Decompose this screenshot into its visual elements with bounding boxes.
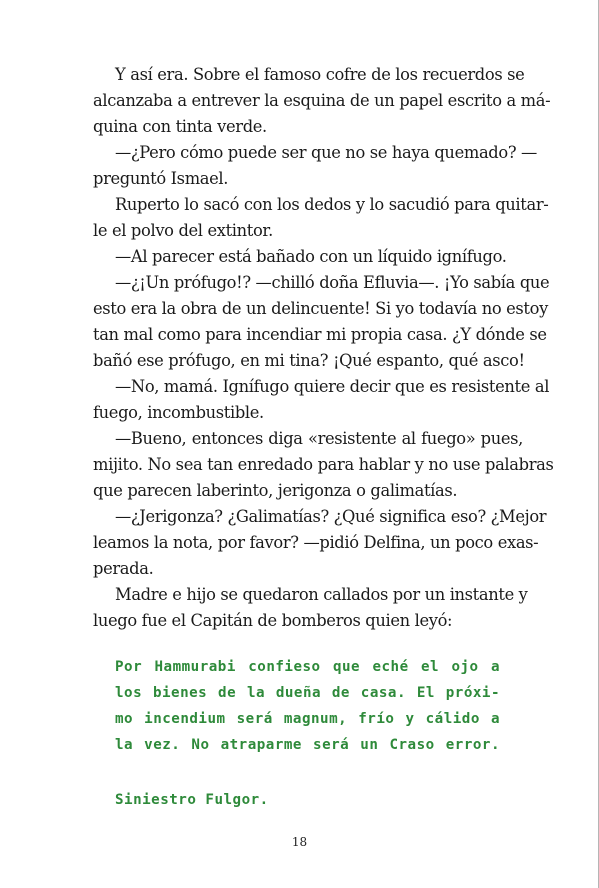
text-line: fuego, incombustible. bbox=[93, 403, 264, 422]
text-line: Y así era. Sobre el famoso cofre de los recuerdos se bbox=[115, 65, 525, 84]
text-line: le el polvo del extintor. bbox=[93, 221, 273, 240]
text-line: tan mal como para incendiar mi propia casa. ¿Y dónde se bbox=[93, 325, 547, 344]
text-line: mijito. No sea tan enredado para hablar y no use palabras bbox=[93, 455, 554, 474]
text-line: quina con tinta verde. bbox=[93, 117, 267, 136]
note-line: mo incendium será magnum, frío y cálido a bbox=[115, 711, 500, 727]
note-line: Por Hammurabi confieso que eché el ojo a bbox=[115, 659, 500, 675]
note-line: la vez. No atraparme será un Craso error. bbox=[115, 737, 500, 753]
note-line: los bienes de la dueña de casa. El próxi- bbox=[115, 685, 500, 701]
note-signature: Siniestro Fulgor. bbox=[115, 792, 269, 808]
text-line: esto era la obra de un delincuente! Si yo todavía no estoy bbox=[93, 299, 548, 318]
text-line: preguntó Ismael. bbox=[93, 169, 229, 188]
text-line: —Al parecer está bañado con un líquido ignífugo. bbox=[115, 247, 507, 266]
text-line: Ruperto lo sacó con los dedos y lo sacudió para quitar- bbox=[115, 195, 549, 214]
text-line: alcanzaba a entrever la esquina de un papel escrito a má- bbox=[93, 91, 551, 110]
text-line: Madre e hijo se quedaron callados por un instante y bbox=[115, 585, 528, 604]
text-line: —Bueno, entonces diga «resistente al fuego» pues, bbox=[115, 429, 523, 448]
text-line: —¿¡Un prófugo!? —chilló doña Efluvia—. ¡Yo sabía que bbox=[115, 273, 550, 292]
text-line: que parecen laberinto, jerigonza o galimatías. bbox=[93, 481, 458, 500]
text-line: —No, mamá. Ignífugo quiere decir que es resistente al bbox=[115, 377, 550, 396]
text-line: perada. bbox=[93, 559, 154, 578]
text-line: —¿Jerigonza? ¿Galimatías? ¿Qué significa eso? ¿Mejor bbox=[115, 507, 547, 526]
text-line: bañó ese prófugo, en mi tina? ¡Qué espanto, qué asco! bbox=[93, 351, 525, 370]
text-line: leamos la nota, por favor? —pidió Delfina, un poco exas- bbox=[93, 533, 539, 552]
page-number: 18 bbox=[291, 835, 308, 849]
text-line: —¿Pero cómo puede ser que no se haya quemado? — bbox=[115, 143, 537, 162]
text-line: luego fue el Capitán de bomberos quien leyó: bbox=[93, 611, 453, 630]
